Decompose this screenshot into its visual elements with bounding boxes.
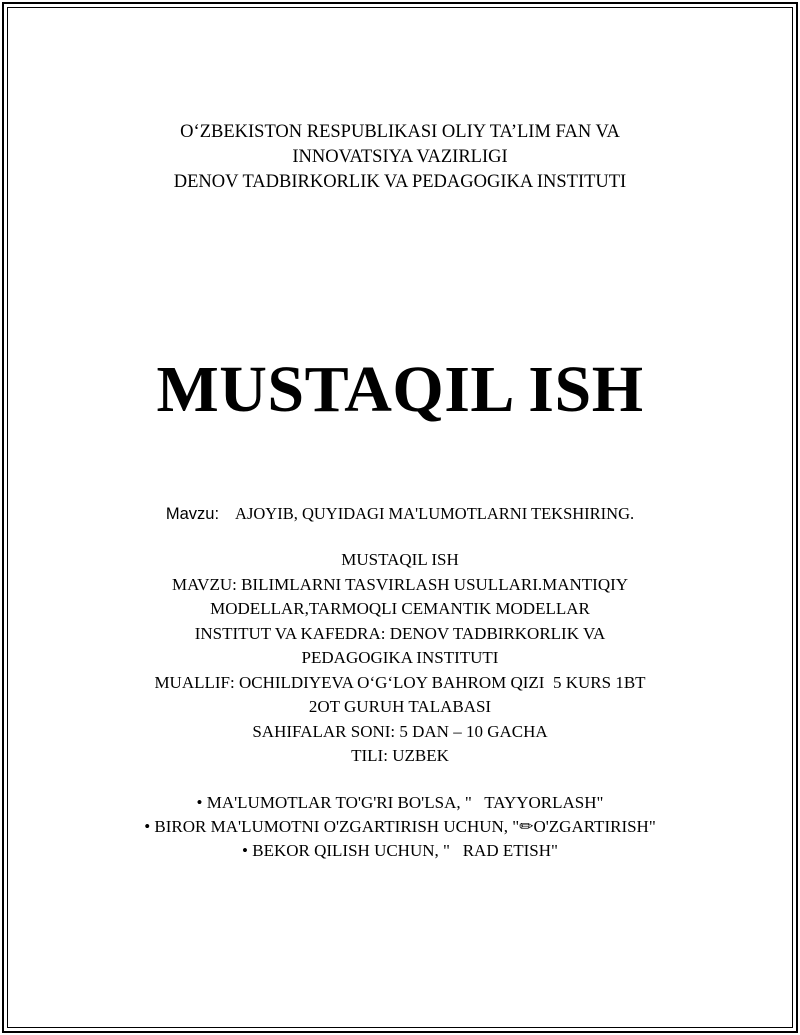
details-line: INSTITUT VA KAFEDRA: DENOV TADBIRKORLIK VA xyxy=(194,623,606,643)
list-item: • MA'LUMOTLAR TO'G'RI BO'LSA, " TAYYORLASH" xyxy=(196,793,604,812)
instructions-list xyxy=(0,791,800,863)
topic-line xyxy=(0,502,800,526)
details-line: 2OT GURUH TALABASI xyxy=(308,697,492,716)
header-line-institute: DENOV TADBIRKORLIK VA PEDAGOGIKA INSTITUTI xyxy=(173,172,627,192)
details-line: SAHIFALAR SONI: 5 DAN – 10 GACHA xyxy=(252,721,548,741)
details-line: MUSTAQIL ISH xyxy=(341,550,459,569)
topic-value: AJOYIB, QUYIDAGI MA'LUMOTLARNI TEKSHIRING. xyxy=(235,504,635,523)
institution-header xyxy=(0,120,800,195)
details-block xyxy=(0,548,800,769)
list-item: • BIROR MA'LUMOTNI O'ZGARTIRISH UCHUN, "✏O'ZGARTIRISH" xyxy=(144,817,656,836)
list-item: • BEKOR QILISH UCHUN, " RAD ETISH" xyxy=(242,841,558,860)
header-line-ministry: O‘ZBEKISTON RESPUBLIKASI OLIY TA’LIM FAN VA xyxy=(180,122,620,142)
details-line: TILI: UZBEK xyxy=(351,746,449,765)
header-line-ministry-cont: INNOVATSIYA VAZIRLIGI xyxy=(292,147,508,167)
details-line: MUALLIF: OCHILDIYEVA O‘G‘LOY BAHROM QIZI 5 KURS 1BT xyxy=(154,672,646,692)
topic-label: Mavzu: xyxy=(165,505,220,523)
details-line: PEDAGOGIKA INSTITUTI xyxy=(301,648,499,667)
document-title: MUSTAQIL ISH xyxy=(156,353,644,426)
details-line: MAVZU: BILIMLARNI TASVIRLASH USULLARI.MANTIQIY xyxy=(171,574,629,594)
details-line: MODELLAR,TARMOQLI CEMANTIK MODELLAR xyxy=(210,599,590,618)
